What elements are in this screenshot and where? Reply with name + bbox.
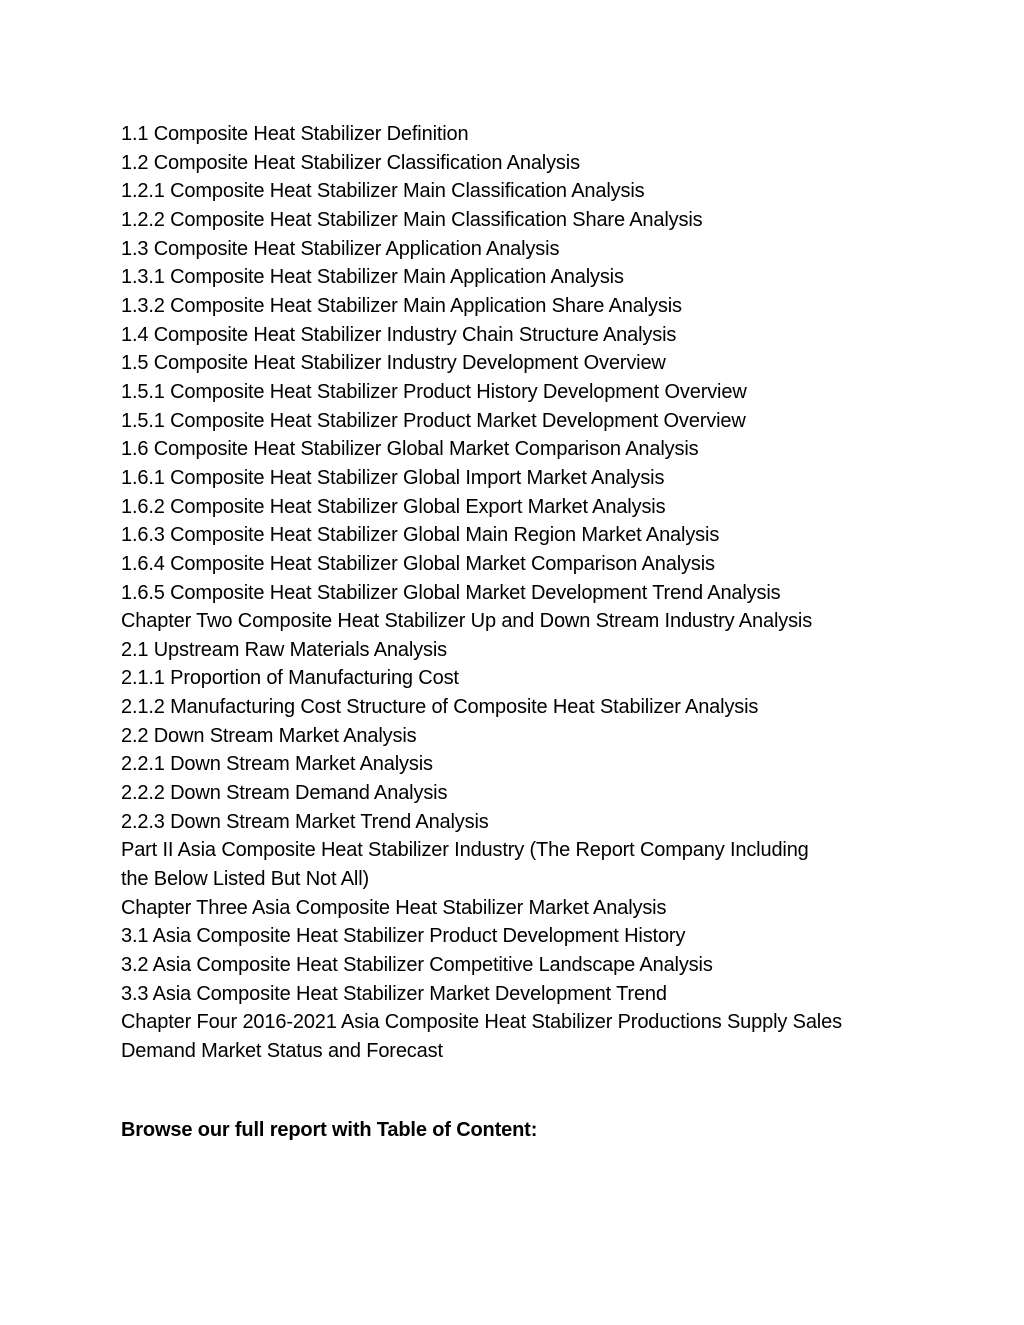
toc-line: 1.6.4 Composite Heat Stabilizer Global Market Comparison Analysis	[121, 552, 715, 575]
toc-line: 2.2.2 Down Stream Demand Analysis	[121, 782, 448, 805]
toc-line: 2.1.1 Proportion of Manufacturing Cost	[121, 667, 459, 690]
toc-line: 1.6.5 Composite Heat Stabilizer Global Market Development Trend Analysis	[121, 581, 781, 604]
toc-line: 1.6.1 Composite Heat Stabilizer Global Import Market Analysis	[121, 466, 665, 489]
toc-line: Demand Market Status and Forecast	[121, 1040, 443, 1062]
toc-line: 3.3 Asia Composite Heat Stabilizer Market Development Trend	[121, 982, 667, 1005]
toc-line: 1.6 Composite Heat Stabilizer Global Market Comparison Analysis	[121, 438, 699, 461]
table-of-contents	[121, 120, 921, 1066]
toc-line: 1.2.2 Composite Heat Stabilizer Main Classification Share Analysis	[121, 208, 703, 231]
toc-line: 1.5.1 Composite Heat Stabilizer Product Market Development Overview	[121, 409, 746, 432]
toc-line: 1.2 Composite Heat Stabilizer Classification Analysis	[121, 151, 580, 174]
toc-line: 2.2.1 Down Stream Market Analysis	[121, 753, 433, 776]
toc-line: 2.2.3 Down Stream Market Trend Analysis	[121, 810, 489, 833]
toc-line: 1.6.2 Composite Heat Stabilizer Global Export Market Analysis	[121, 495, 666, 518]
toc-line: 1.3 Composite Heat Stabilizer Application Analysis	[121, 237, 560, 260]
toc-line: 2.1.2 Manufacturing Cost Structure of Composite Heat Stabilizer Analysis	[121, 696, 759, 719]
toc-line: Chapter Two Composite Heat Stabilizer Up and Down Stream Industry Analysis	[121, 610, 813, 633]
toc-line: 1.1 Composite Heat Stabilizer Definition	[121, 123, 469, 145]
toc-line: 1.6.3 Composite Heat Stabilizer Global Main Region Market Analysis	[121, 524, 720, 547]
toc-line: the Below Listed But Not All)	[121, 868, 370, 891]
toc-line: 2.1 Upstream Raw Materials Analysis	[121, 638, 447, 661]
browse-report-heading: Browse our full report with Table of Content:	[121, 1119, 538, 1141]
toc-line: 1.3.2 Composite Heat Stabilizer Main Application Share Analysis	[121, 294, 682, 317]
toc-line: 3.2 Asia Composite Heat Stabilizer Competitive Landscape Analysis	[121, 954, 713, 977]
toc-line: 1.3.1 Composite Heat Stabilizer Main Application Analysis	[121, 266, 624, 289]
toc-line: 3.1 Asia Composite Heat Stabilizer Product Development History	[121, 925, 686, 948]
toc-line: Chapter Three Asia Composite Heat Stabilizer Market Analysis	[121, 896, 667, 919]
toc-line: 2.2 Down Stream Market Analysis	[121, 724, 417, 747]
toc-line: Part II Asia Composite Heat Stabilizer Industry (The Report Company Including	[121, 839, 809, 862]
toc-line: 1.5.1 Composite Heat Stabilizer Product History Development Overview	[121, 380, 747, 403]
toc-line: Chapter Four 2016-2021 Asia Composite Heat Stabilizer Productions Supply Sales	[121, 1011, 842, 1034]
toc-line: 1.4 Composite Heat Stabilizer Industry Chain Structure Analysis	[121, 323, 677, 346]
toc-line: 1.5 Composite Heat Stabilizer Industry Development Overview	[121, 352, 666, 375]
toc-line: 1.2.1 Composite Heat Stabilizer Main Classification Analysis	[121, 180, 645, 203]
